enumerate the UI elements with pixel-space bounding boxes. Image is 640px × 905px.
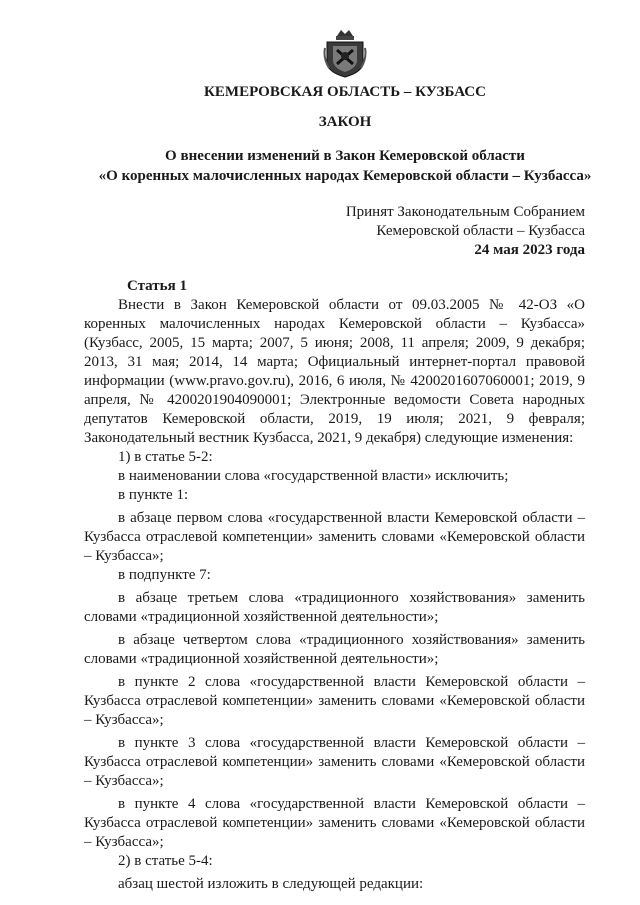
article-body xyxy=(84,277,585,894)
paragraph: в пункте 4 слова «государственной власти Кемеровской области – Кузбасса отраслевой компетенции» заменить словами «Кемеровской области – Кузбасса»; xyxy=(84,796,585,850)
adoption-line-1: Принят Законодательным Собранием xyxy=(345,204,585,220)
region-heading: КЕМЕРОВСКАЯ ОБЛАСТЬ – КУЗБАСС xyxy=(204,84,486,100)
law-title-line-1: О внесении изменений в Закон Кемеровской области xyxy=(165,148,525,164)
adoption-line-2: Кемеровской области – Кузбасса xyxy=(376,223,585,239)
paragraph: в подпункте 7: xyxy=(118,567,211,583)
coat-of-arms-emblem xyxy=(323,28,367,78)
paragraph: в абзаце первом слова «государственной власти Кемеровской области – Кузбасса отраслевой компетенции» заменить словами «Кемеровской области – Кузбасса»; xyxy=(84,510,585,564)
document-type: ЗАКОН xyxy=(318,114,372,130)
adoption-block xyxy=(346,203,585,260)
paragraph: в пункте 3 слова «государственной власти Кемеровской области – Кузбасса отраслевой компетенции» заменить словами «Кемеровской области – Кузбасса»; xyxy=(84,735,585,789)
paragraph: в пункте 1: xyxy=(118,487,189,503)
paragraph: 1) в статье 5-2: xyxy=(118,449,213,465)
adoption-date: 24 мая 2023 года xyxy=(474,242,585,258)
paragraph: в абзаце четвертом слова «традиционного хозяйствования» заменить словами «традиционной хозяйственной деятельности»; xyxy=(84,632,585,667)
paragraph: в пункте 2 слова «государственной власти Кемеровской области – Кузбасса отраслевой компетенции» заменить словами «Кемеровской области – Кузбасса»; xyxy=(84,674,585,728)
paragraph: в абзаце третьем слова «традиционного хозяйствования» заменить словами «традиционной хозяйственной деятельности»; xyxy=(84,590,585,625)
paragraph: в наименовании слова «государственной власти» исключить; xyxy=(118,468,509,484)
paragraph: абзац шестой изложить в следующей редакции: xyxy=(118,876,424,892)
paragraph: 2) в статье 5-4: xyxy=(118,853,213,869)
article-heading: Статья 1 xyxy=(127,278,187,294)
law-title-line-2: «О коренных малочисленных народах Кемеровской области – Кузбасса» xyxy=(98,168,592,184)
paragraph: Внести в Закон Кемеровской области от 09.03.2005 № 42-ОЗ «О коренных малочисленных народах Кемеровской области – Кузбасса» (Кузбасс, 2005, 15 марта; 2007, 5 июня; 2008, 11 апреля; 2009, 9 декабря; 2013, 31 мая; 2014, 14 марта; Официальный интернет-портал правовой информации (www.pravo.gov.ru), 2016, 6 июля, № 4200201607060001; 2019, 9 апреля, № 4200201904090001; Электронные ведомости Совета народных депутатов Кемеровской области, 2019, 19 июля; 2021, 9 февраля; Законодательный вестник Кузбасса, 2021, 9 декабря) следующие изменения: xyxy=(84,297,585,446)
